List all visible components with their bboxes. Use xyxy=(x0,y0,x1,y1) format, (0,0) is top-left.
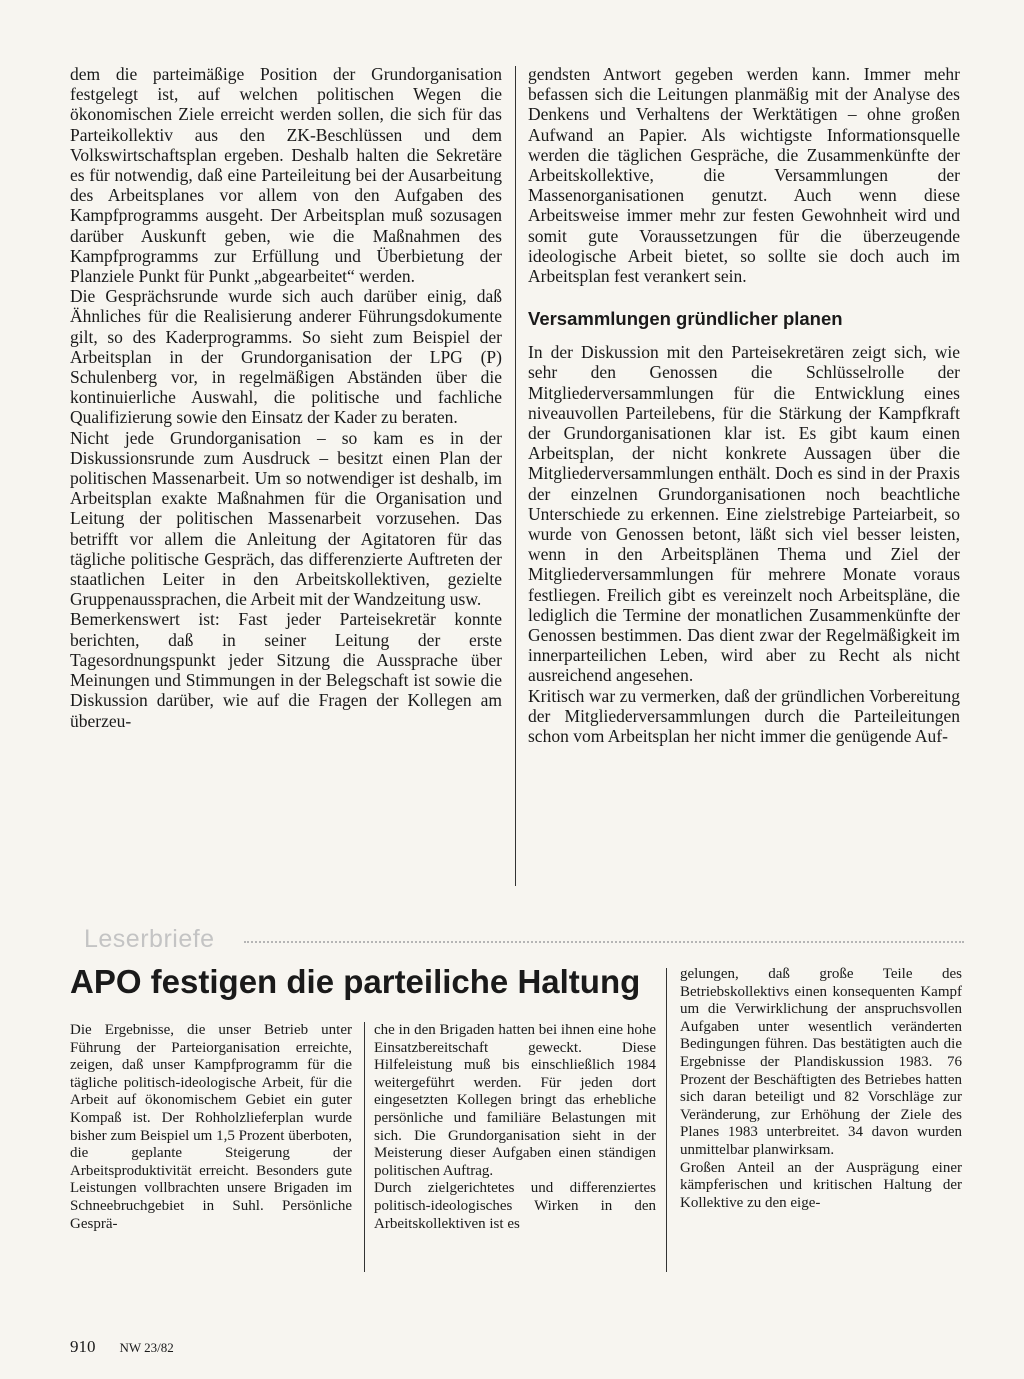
article-column-left xyxy=(70,64,502,731)
paragraph: gendsten Antwort gegeben werden kann. Immer mehr befassen sich die Leitungen planmäßig mit der Analyse des Denkens und Verhaltens der Werktätigen – ohne großen Aufwand an Papier. Als wichtigste Informationsquelle werden die täglichen Gespräche, die Zusammenkünfte der Arbeitskollektive, die Versammlungen der Massenorganisationen genutzt. Auch wenn diese Arbeitsweise immer mehr zur festen Gewohnheit wird und somit gute Voraussetzungen für die überzeugende ideologische Arbeit bietet, so sollte sie doch auch im Arbeitsplan fest verankert sein. xyxy=(528,64,960,287)
paragraph: In der Diskussion mit den Parteisekretären zeigt sich, wie sehr den Genossen die Schlüsselrolle der Mitgliederversammlungen für die Entwicklung eines niveauvollen Parteilebens, für die Stärkung der Kampfkraft der Grundorganisationen klar ist. Es gibt kaum einen Arbeitsplan, der nicht konkrete Aussagen über die Mitgliederversammlungen enthält. Doch es sind in der Praxis der einzelnen Grundorganisationen noch beachtliche Unterschiede zu erkennen. Eine zielstrebige Parteiarbeit, so wurde von Genossen betont, läßt sich viel besser leisten, wenn in den Arbeitsplänen Thema und Ziel der Mitgliederversammlungen für mehrere Monate voraus festliegen. Freilich gibt es vereinzelt noch Arbeitspläne, die lediglich die Termine der monatlichen Zusammenkünfte der Genossen bestimmen. Das dient zwar der Regelmäßigkeit im innerparteilichen Leben, wird aber zu Recht als nicht ausreichend angesehen. xyxy=(528,342,960,686)
paragraph: Bemerkenswert ist: Fast jeder Parteisekretär konnte berichten, daß in seiner Leitung der erste Tagesordnungspunkt jeder Sitzung die Aussprache über Meinungen und Stimmungen in der Belegschaft ist sowie die Diskussion darüber, wie auf die Fragen der Kollegen am überzeu- xyxy=(70,609,502,731)
column-divider xyxy=(364,1022,365,1272)
paragraph: Durch zielgerichtetes und differenziertes politisch-ideologisches Wirken in den Arbeitskollektiven ist es xyxy=(374,1180,656,1232)
paragraph: Die Gesprächsrunde wurde sich auch darüber einig, daß Ähnliches für die Realisierung anderer Führungsdokumente gilt, so des Kaderprogramms. So sieht zum Beispiel der Arbeitsplan in der Grundorganisation der LPG (P) Schulenberg vor, in regelmäßigen Abständen über die kontinuierliche Auswahl, die politische und fachliche Qualifizierung sowie den Einsatz der Kader zu beraten. xyxy=(70,286,502,428)
letter-column-2 xyxy=(374,1022,656,1233)
letter-headline: APO festigen die parteiliche Haltung xyxy=(70,963,641,1000)
column-divider xyxy=(515,66,516,886)
issue-label: NW 23/82 xyxy=(119,1340,174,1355)
paragraph: Die Ergebnisse, die unser Betrieb unter Führung der Parteiorganisation erreichte, zeigen, daß unser Kampfprogramm für die tägliche politisch-ideologische Arbeit, für die Arbeit auf ökonomischem Gebiet ein guter Kompaß ist. Der Rohholzlieferplan wurde bisher zum Beispiel um 1,5 Prozent überboten, die geplante Steigerung der Arbeitsproduktivität erreicht. Besonders gute Leistungen vollbrachten unsere Brigaden im Schneebruchgebiet in Suhl. Persönliche Gesprä- xyxy=(70,1022,352,1232)
paragraph: Nicht jede Grundorganisation – so kam es in der Diskussionsrunde zum Ausdruck – besitzt einen Plan der politischen Massenarbeit. Um so notwendiger ist deshalb, im Arbeitsplan exakte Maßnahmen für die Organisation und Leitung der politischen Massenarbeit vorzusehen. Das betrifft vor allem die Anleitung der Agitatoren für das tägliche politische Gespräch, das differenzierte Auftreten der staatlichen Leiter in den Arbeitskollektiven, gezielte Gruppenaussprachen, die Arbeit mit der Wandzeitung usw. xyxy=(70,427,502,610)
rubric-rule xyxy=(244,941,964,943)
page-footer xyxy=(70,1337,174,1357)
paragraph: Kritisch war zu vermerken, daß der gründlichen Vorbereitung der Mitgliederversammlungen durch die Parteileitungen schon vom Arbeitsplan her nicht immer die genügende Auf- xyxy=(528,685,960,747)
article-column-right xyxy=(528,64,960,746)
paragraph: che in den Brigaden hatten bei ihnen eine hohe Einsatzbereitschaft geweckt. Diese Hilfeleistung muß bis einschließlich 1984 weitergeführt werden. Für jeden dort eingesetzten Kollegen bringt das erhebliche persönliche und familiäre Belastungen mit sich. Die Grundorganisation sieht in der Meisterung dieser Aufgaben einen ständigen politischen Auftrag. xyxy=(374,1022,656,1179)
paragraph: Großen Anteil an der Ausprägung einer kämpferischen und kritischen Haltung der Kollektive zu den eige- xyxy=(680,1159,962,1211)
letter-column-3 xyxy=(680,966,962,1212)
paragraph: gelungen, daß große Teile des Betriebskollektivs einen konsequenten Kampf um die Verwirklichung der anspruchsvollen Aufgaben unter wesentlich veränderten Bedingungen führen. Das bestätigten auch die Ergebnisse der Plandiskussion 1983. 76 Prozent der Beschäftigten des Betriebes hatten sich daran beteiligt und 82 Vorschläge zur Veränderung, zur Erhöhung der Ziele des Planes 1983 unterbreitet. 34 davon wurden unmittelbar planwirksam. xyxy=(680,966,962,1158)
paragraph: dem die parteimäßige Position der Grundorganisation festgelegt ist, auf welchen politischen Wegen die ökonomischen Ziele erreicht werden sollen, die sich für das Parteikollektiv aus den ZK-Beschlüssen und dem Volkswirtschaftsplan ergeben. Deshalb halten die Sekretäre es für notwendig, daß eine Parteileitung bei der Ausarbeitung des Arbeitsplanes vor allem von den Aufgaben des Kampfprogramms ausgeht. Der Arbeitsplan muß sozusagen darüber Auskunft geben, wie die Maßnahmen des Kampfprogramms zur Erfüllung und Überbietung der Planziele Punkt für Punkt „abgearbeitet“ werden. xyxy=(70,64,502,287)
letter-column-1 xyxy=(70,1022,352,1233)
section-subheading: Versammlungen gründlicher planen xyxy=(528,308,843,330)
column-divider xyxy=(666,968,667,1272)
page-number: 910 xyxy=(70,1337,96,1356)
rubric-label: Leserbriefe xyxy=(84,925,215,953)
rubric-row xyxy=(84,925,964,957)
